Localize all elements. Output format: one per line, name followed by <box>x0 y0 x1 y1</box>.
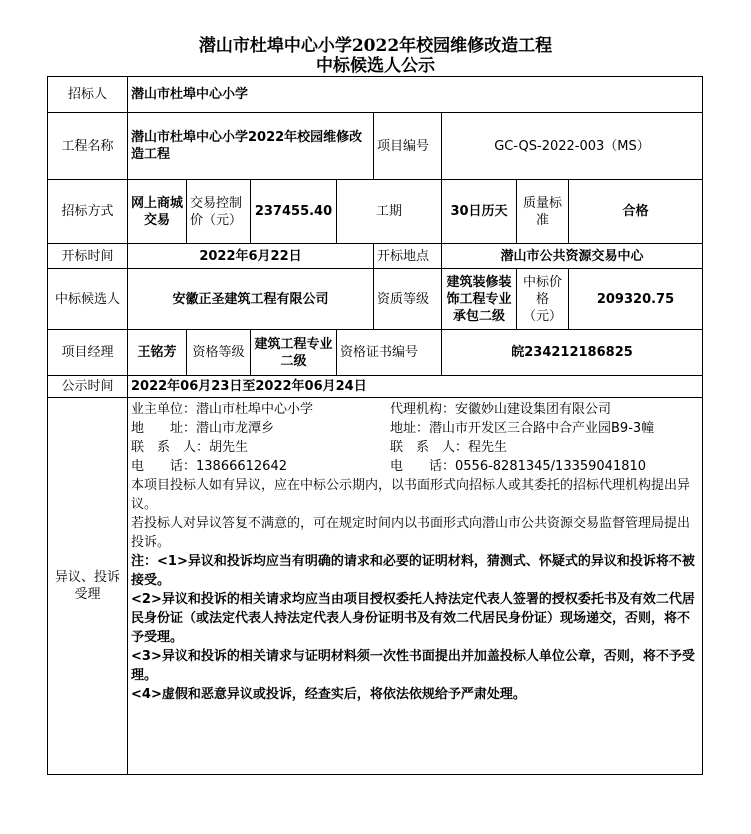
open-place-label: 开标地点 <box>374 244 442 269</box>
project-name-value: 潜山市杜埠中心小学2022年校园维修改造工程 <box>128 113 374 180</box>
contact-row-phone <box>131 457 699 476</box>
open-time-label: 开标时间 <box>48 244 128 269</box>
project-no-value: GC-QS-2022-003（MS） <box>442 113 703 180</box>
contact-row-person <box>131 438 699 457</box>
method-label: 招标方式 <box>48 180 128 244</box>
agency-phone: 电 话：0556-8281345/13359041810 <box>390 459 647 474</box>
control-price-value: 237455.40 <box>251 180 337 244</box>
note-1: 注：<1>异议和投诉均应当有明确的请求和必要的证明材料，猜测式、怀疑式的异议和投诉将不被接受。 <box>131 554 695 588</box>
project-name-label: 工程名称 <box>48 113 128 180</box>
candidate-label: 中标候选人 <box>48 269 128 330</box>
contact-row-unit <box>131 400 699 419</box>
owner-phone: 电 话：13866612642 <box>131 459 287 474</box>
period-label: 工期 <box>337 180 442 244</box>
cert-no-value: 皖234212186825 <box>442 330 703 376</box>
manager-value: 王铭芳 <box>128 330 187 376</box>
quality-value: 合格 <box>569 180 703 244</box>
cert-level-value: 建筑工程专业二级 <box>251 330 337 376</box>
publicity-value: 2022年06月23日至2022年06月24日 <box>128 376 703 398</box>
period-value: 30日历天 <box>442 180 517 244</box>
publicity-label: 公示时间 <box>48 376 128 398</box>
open-place-value: 潜山市公共资源交易中心 <box>442 244 703 269</box>
tenderer-value: 潜山市杜埠中心小学 <box>128 77 703 113</box>
win-price-value: 209320.75 <box>569 269 703 330</box>
document-subtitle: 中标候选人公示 <box>316 56 435 76</box>
cert-no-label: 资格证书编号 <box>337 330 442 376</box>
quality-label: 质量标准 <box>517 180 569 244</box>
manager-label: 项目经理 <box>48 330 128 376</box>
note-4: <4>虚假和恶意异议或投诉，经查实后，将依法依规给予严肃处理。 <box>131 687 526 702</box>
project-no-label: 项目编号 <box>374 113 442 180</box>
document-title: 潜山市杜埠中心小学2022年校园维修改造工程 <box>198 36 553 56</box>
owner-contact: 联 系 人：胡先生 <box>131 440 249 455</box>
objection-paragraph: 本项目投标人如有异议，应在中标公示期内，以书面形式向招标人或其委托的招标代理机构提出异议。 <box>131 478 691 512</box>
method-value: 网上商城交易 <box>128 180 187 244</box>
tenderer-label: 招标人 <box>48 77 128 113</box>
qualification-value: 建筑装修装饰工程专业承包二级 <box>442 269 517 330</box>
qualification-label: 资质等级 <box>374 269 442 330</box>
win-price-label: 中标价格（元） <box>517 269 569 330</box>
open-time-value: 2022年6月22日 <box>128 244 374 269</box>
cert-level-label: 资格等级 <box>187 330 251 376</box>
control-price-label: 交易控制价（元） <box>187 180 251 244</box>
candidate-value: 安徽正圣建筑工程有限公司 <box>128 269 374 330</box>
complaint-paragraph: 若投标人对异议答复不满意的，可在规定时间内以书面形式向潜山市公共资源交易监督管理局提出投诉。 <box>131 516 691 550</box>
agency-contact: 联 系 人：程先生 <box>390 440 508 455</box>
bid-candidate-table <box>47 76 703 775</box>
objection-notes <box>128 398 703 775</box>
agency-address: 地址：潜山市开发区三合路中合产业园B9-3幢 <box>390 421 655 436</box>
owner-unit: 业主单位：潜山市杜埠中心小学 <box>131 402 314 417</box>
note-2: <2>异议和投诉的相关请求均应当由项目授权委托人持法定代表人签署的授权委托书及有效二代居民身份证（或法定代表人持法定代表人身份证明书及有效二代居民身份证）现场递交，否则，将不予受理。 <box>131 592 695 645</box>
objection-label: 异议、投诉受理 <box>48 398 128 775</box>
contact-row-address <box>131 419 699 438</box>
agency-unit: 代理机构：安徽妙山建设集团有限公司 <box>390 402 612 417</box>
note-3: <3>异议和投诉的相关请求与证明材料须一次性书面提出并加盖投标人单位公章，否则，将不予受理。 <box>131 649 695 683</box>
owner-address: 地 址：潜山市龙潭乡 <box>131 421 275 436</box>
